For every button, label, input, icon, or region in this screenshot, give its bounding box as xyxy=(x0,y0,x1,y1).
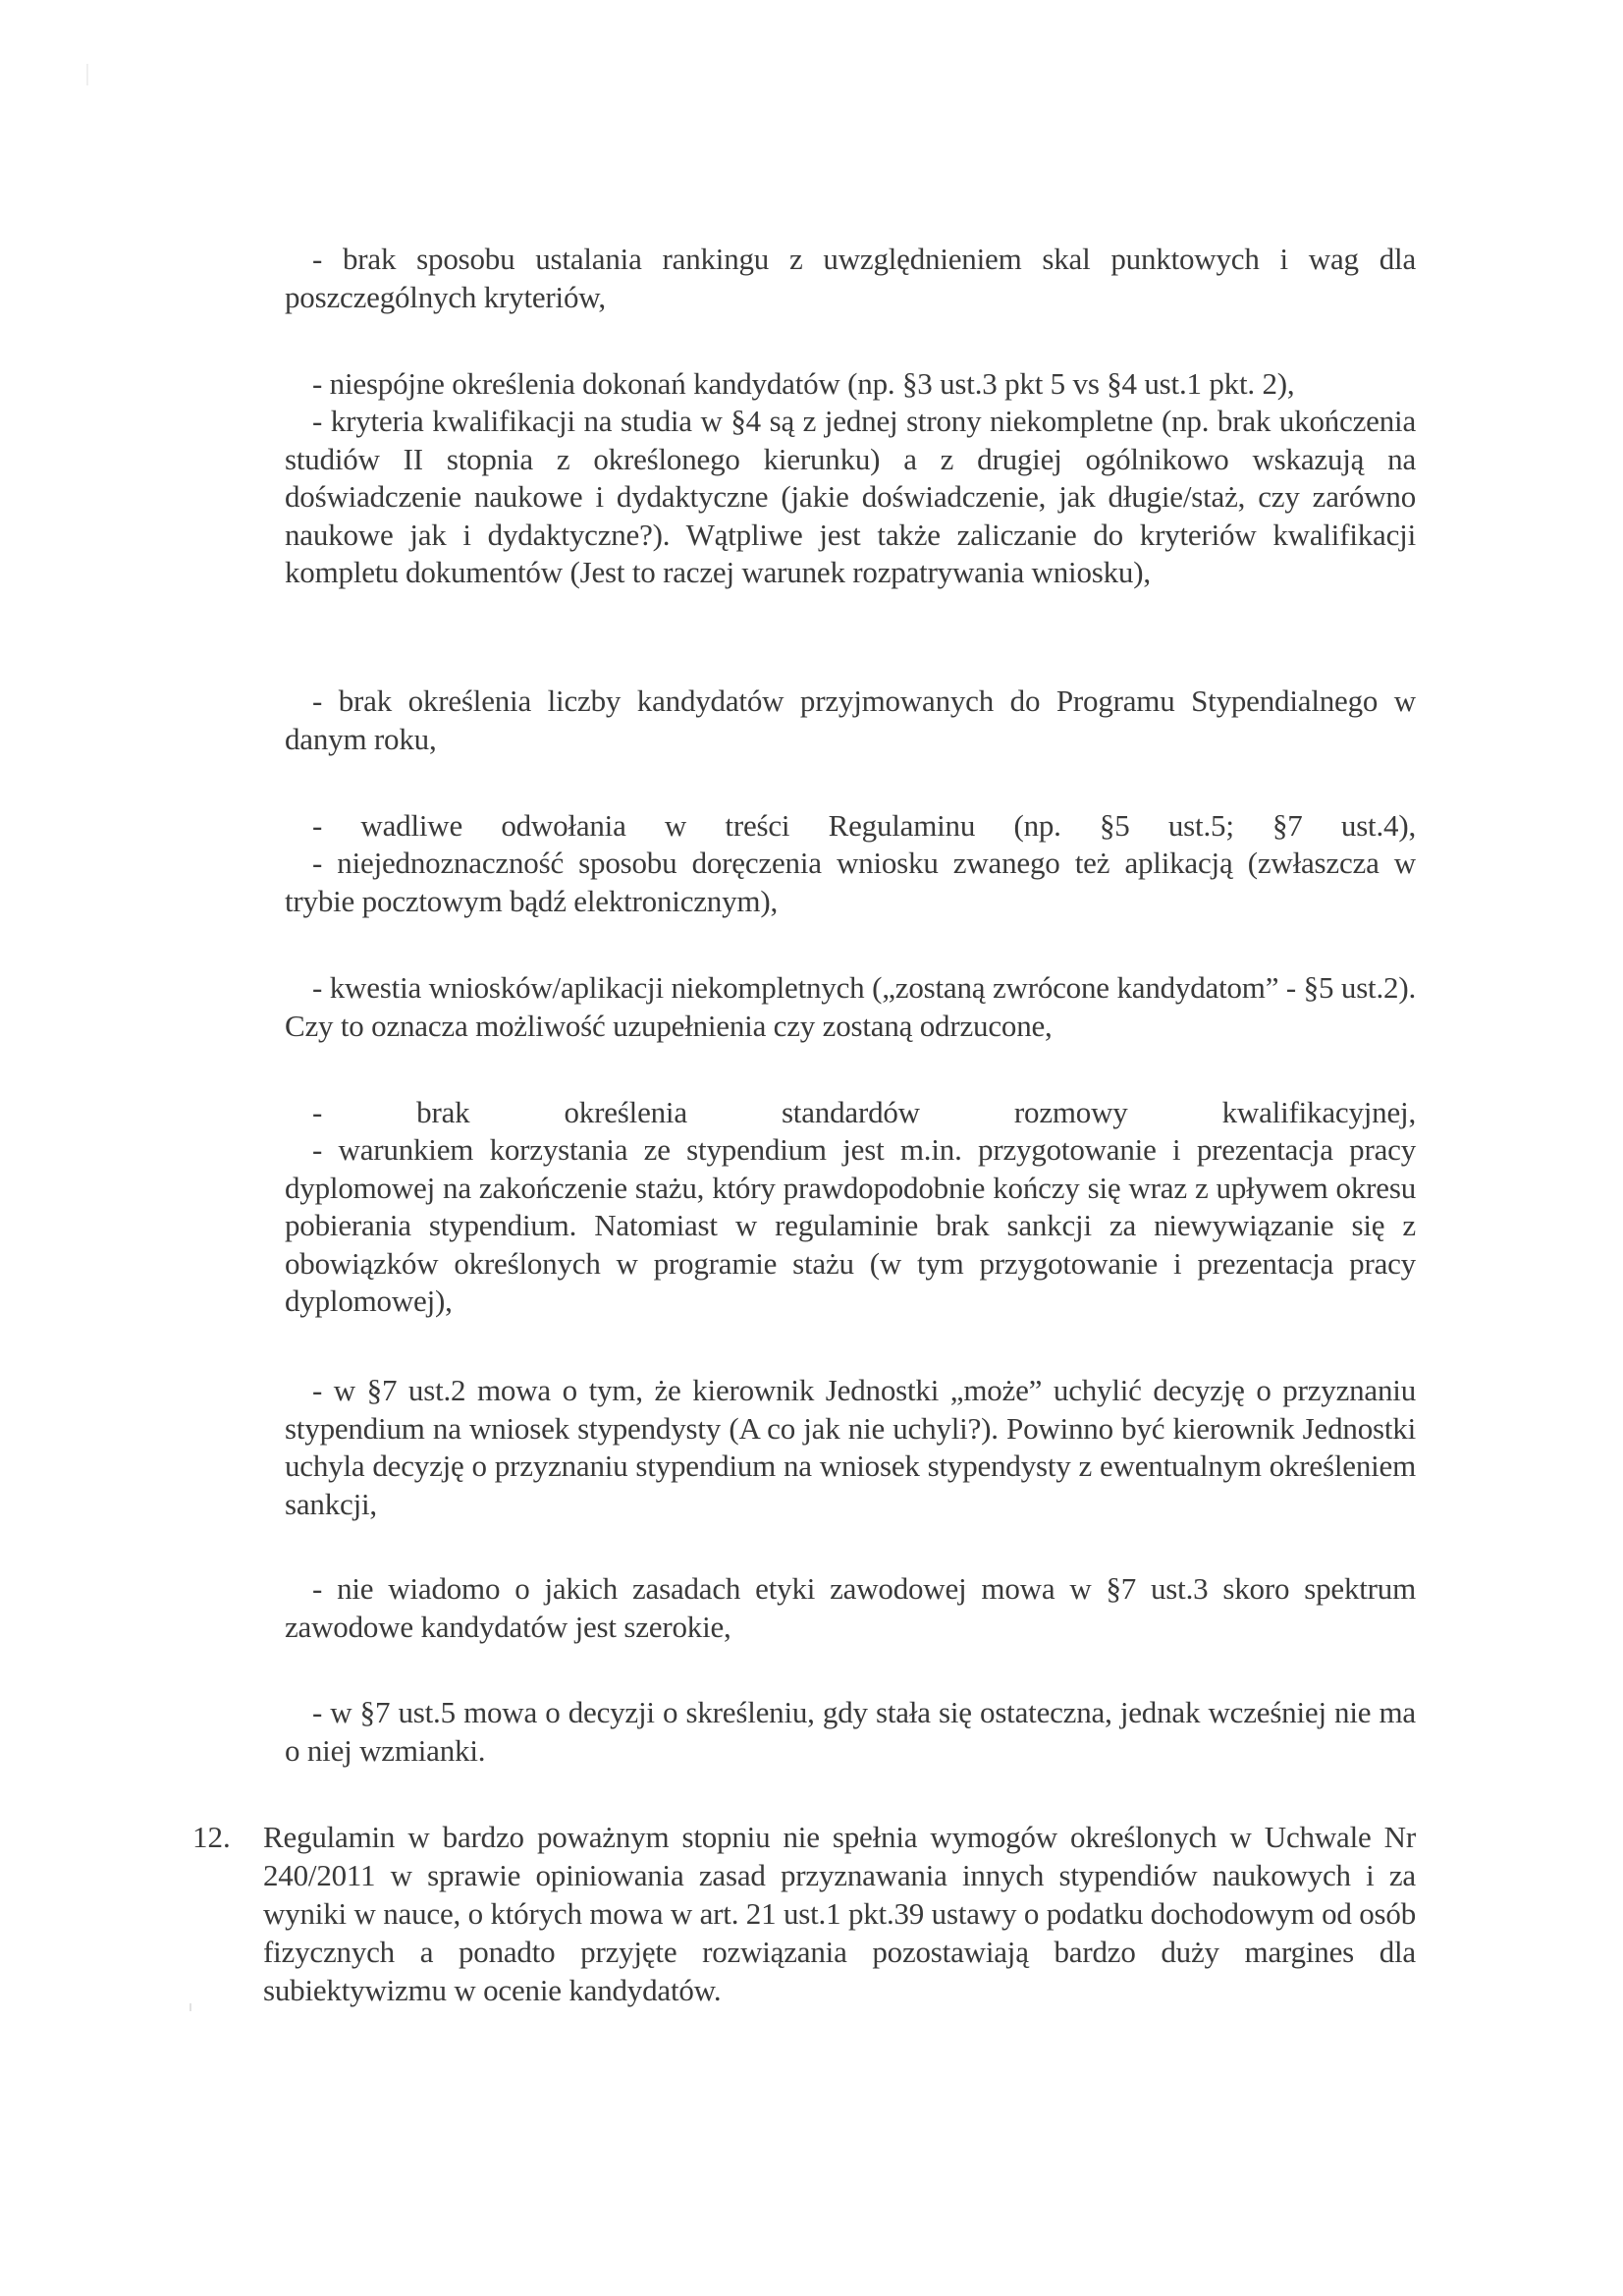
bullet-ranking-method xyxy=(285,241,1416,316)
numbered-item-12 xyxy=(192,1818,1416,2009)
bullet-number-of-candidates xyxy=(285,683,1416,758)
bullet-inconsistent-terms xyxy=(285,365,1416,404)
bullet-text: - brak określenia liczby kandydatów przyjmowanych do Programu Stypendialnego w danym roku, xyxy=(285,683,1416,756)
bullet-faulty-references xyxy=(285,807,1416,846)
bullet-interview-standards xyxy=(285,1094,1416,1132)
item-text: Regulamin w bardzo poważnym stopniu nie spełnia wymogów określonych w Uchwale Nr 240/2011 w sprawie opiniowania zasad przyznawania innych stypendiów naukowych i za wyniki w nauce, o których mowa w art. 21 ust.1 pkt.39 ustawy o podatku dochodowym od osób fizycznych a ponadto przyjęte rozwiązania pozostawiają bardzo duży margines dla subiektywizmu w ocenie kandydatów. xyxy=(263,1820,1416,2007)
bullet-text: - niespójne określenia dokonań kandydatów (np. §3 ust.3 pkt 5 vs §4 ust.1 pkt. 2), xyxy=(312,366,1295,401)
item-number: 12. xyxy=(192,1820,231,1854)
bullet-diploma-work xyxy=(285,1131,1416,1321)
scan-artifact xyxy=(86,64,88,85)
bullet-removal-decision xyxy=(285,1694,1416,1770)
bullet-text: - wadliwe odwołania w treści Regulaminu (np. §5 ust.5; §7 ust.4), xyxy=(312,808,1416,843)
bullet-text: - warunkiem korzystania ze stypendium jest m.in. przygotowanie i prezentacja pracy dyplomowej na zakończenie stażu, który prawdopodobnie kończy się wraz z upływem okresu pobierania stypendium. Natomiast w regulaminie brak sankcji za niewywiązanie się z obowiązków określonych w programie stażu (w tym przygotowanie i prezentacja pracy dyplomowej), xyxy=(285,1132,1416,1318)
bullet-text: - niejednoznaczność sposobu doręczenia wniosku zwanego też aplikacją (zwłaszcza w trybie pocztowym bądź elektronicznym), xyxy=(285,846,1416,918)
bullet-text: - kwestia wniosków/aplikacji niekompletnych („zostaną zwrócone kandydatom” - §5 ust.2). Czy to oznacza możliwość uzupełnienia czy zostaną odrzucone, xyxy=(285,970,1416,1043)
scan-artifact xyxy=(189,2003,191,2011)
bullet-professional-ethics xyxy=(285,1570,1416,1646)
bullet-text: - w §7 ust.2 mowa o tym, że kierownik Jednostki „może” uchylić decyzję o przyznaniu stypendium na wniosek stypendysty (A co jak nie uchyli?). Powinno być kierownik Jednostki uchyla decyzję o przyznaniu stypendium na wniosek stypendysty z ewentualnym określeniem sankcji, xyxy=(285,1373,1416,1521)
bullet-text: - brak sposobu ustalania rankingu z uwzględnieniem skal punktowych i wag dla poszczególnych kryteriów, xyxy=(285,242,1416,314)
bullet-delivery-ambiguity xyxy=(285,845,1416,920)
bullet-incomplete-applications xyxy=(285,969,1416,1045)
bullet-text: - brak określenia standardów rozmowy kwalifikacyjnej, xyxy=(312,1095,1416,1129)
bullet-text: - nie wiadomo o jakich zasadach etyki zawodowej mowa w §7 ust.3 skoro spektrum zawodowe kandydatów jest szerokie, xyxy=(285,1571,1416,1644)
bullet-text: - kryteria kwalifikacji na studia w §4 są z jednej strony niekompletne (np. brak ukończenia studiów II stopnia z określonego kierunku) a z drugiej ogólnikowo wskazują na doświadczenie naukowe i dydaktyczne (jakie doświadczenie, jak długie/staż, czy zarówno naukowe jak i dydaktyczne?). Wątpliwe jest także zaliczanie do kryteriów kwalifikacji kompletu dokumentów (Jest to raczej warunek rozpatrywania wniosku), xyxy=(285,404,1416,589)
bullet-qualification-criteria xyxy=(285,403,1416,592)
bullet-text: - w §7 ust.5 mowa o decyzji o skreśleniu, gdy stała się ostateczna, jednak wcześniej nie ma o niej wzmianki. xyxy=(285,1695,1416,1768)
bullet-revocation-decision xyxy=(285,1372,1416,1523)
